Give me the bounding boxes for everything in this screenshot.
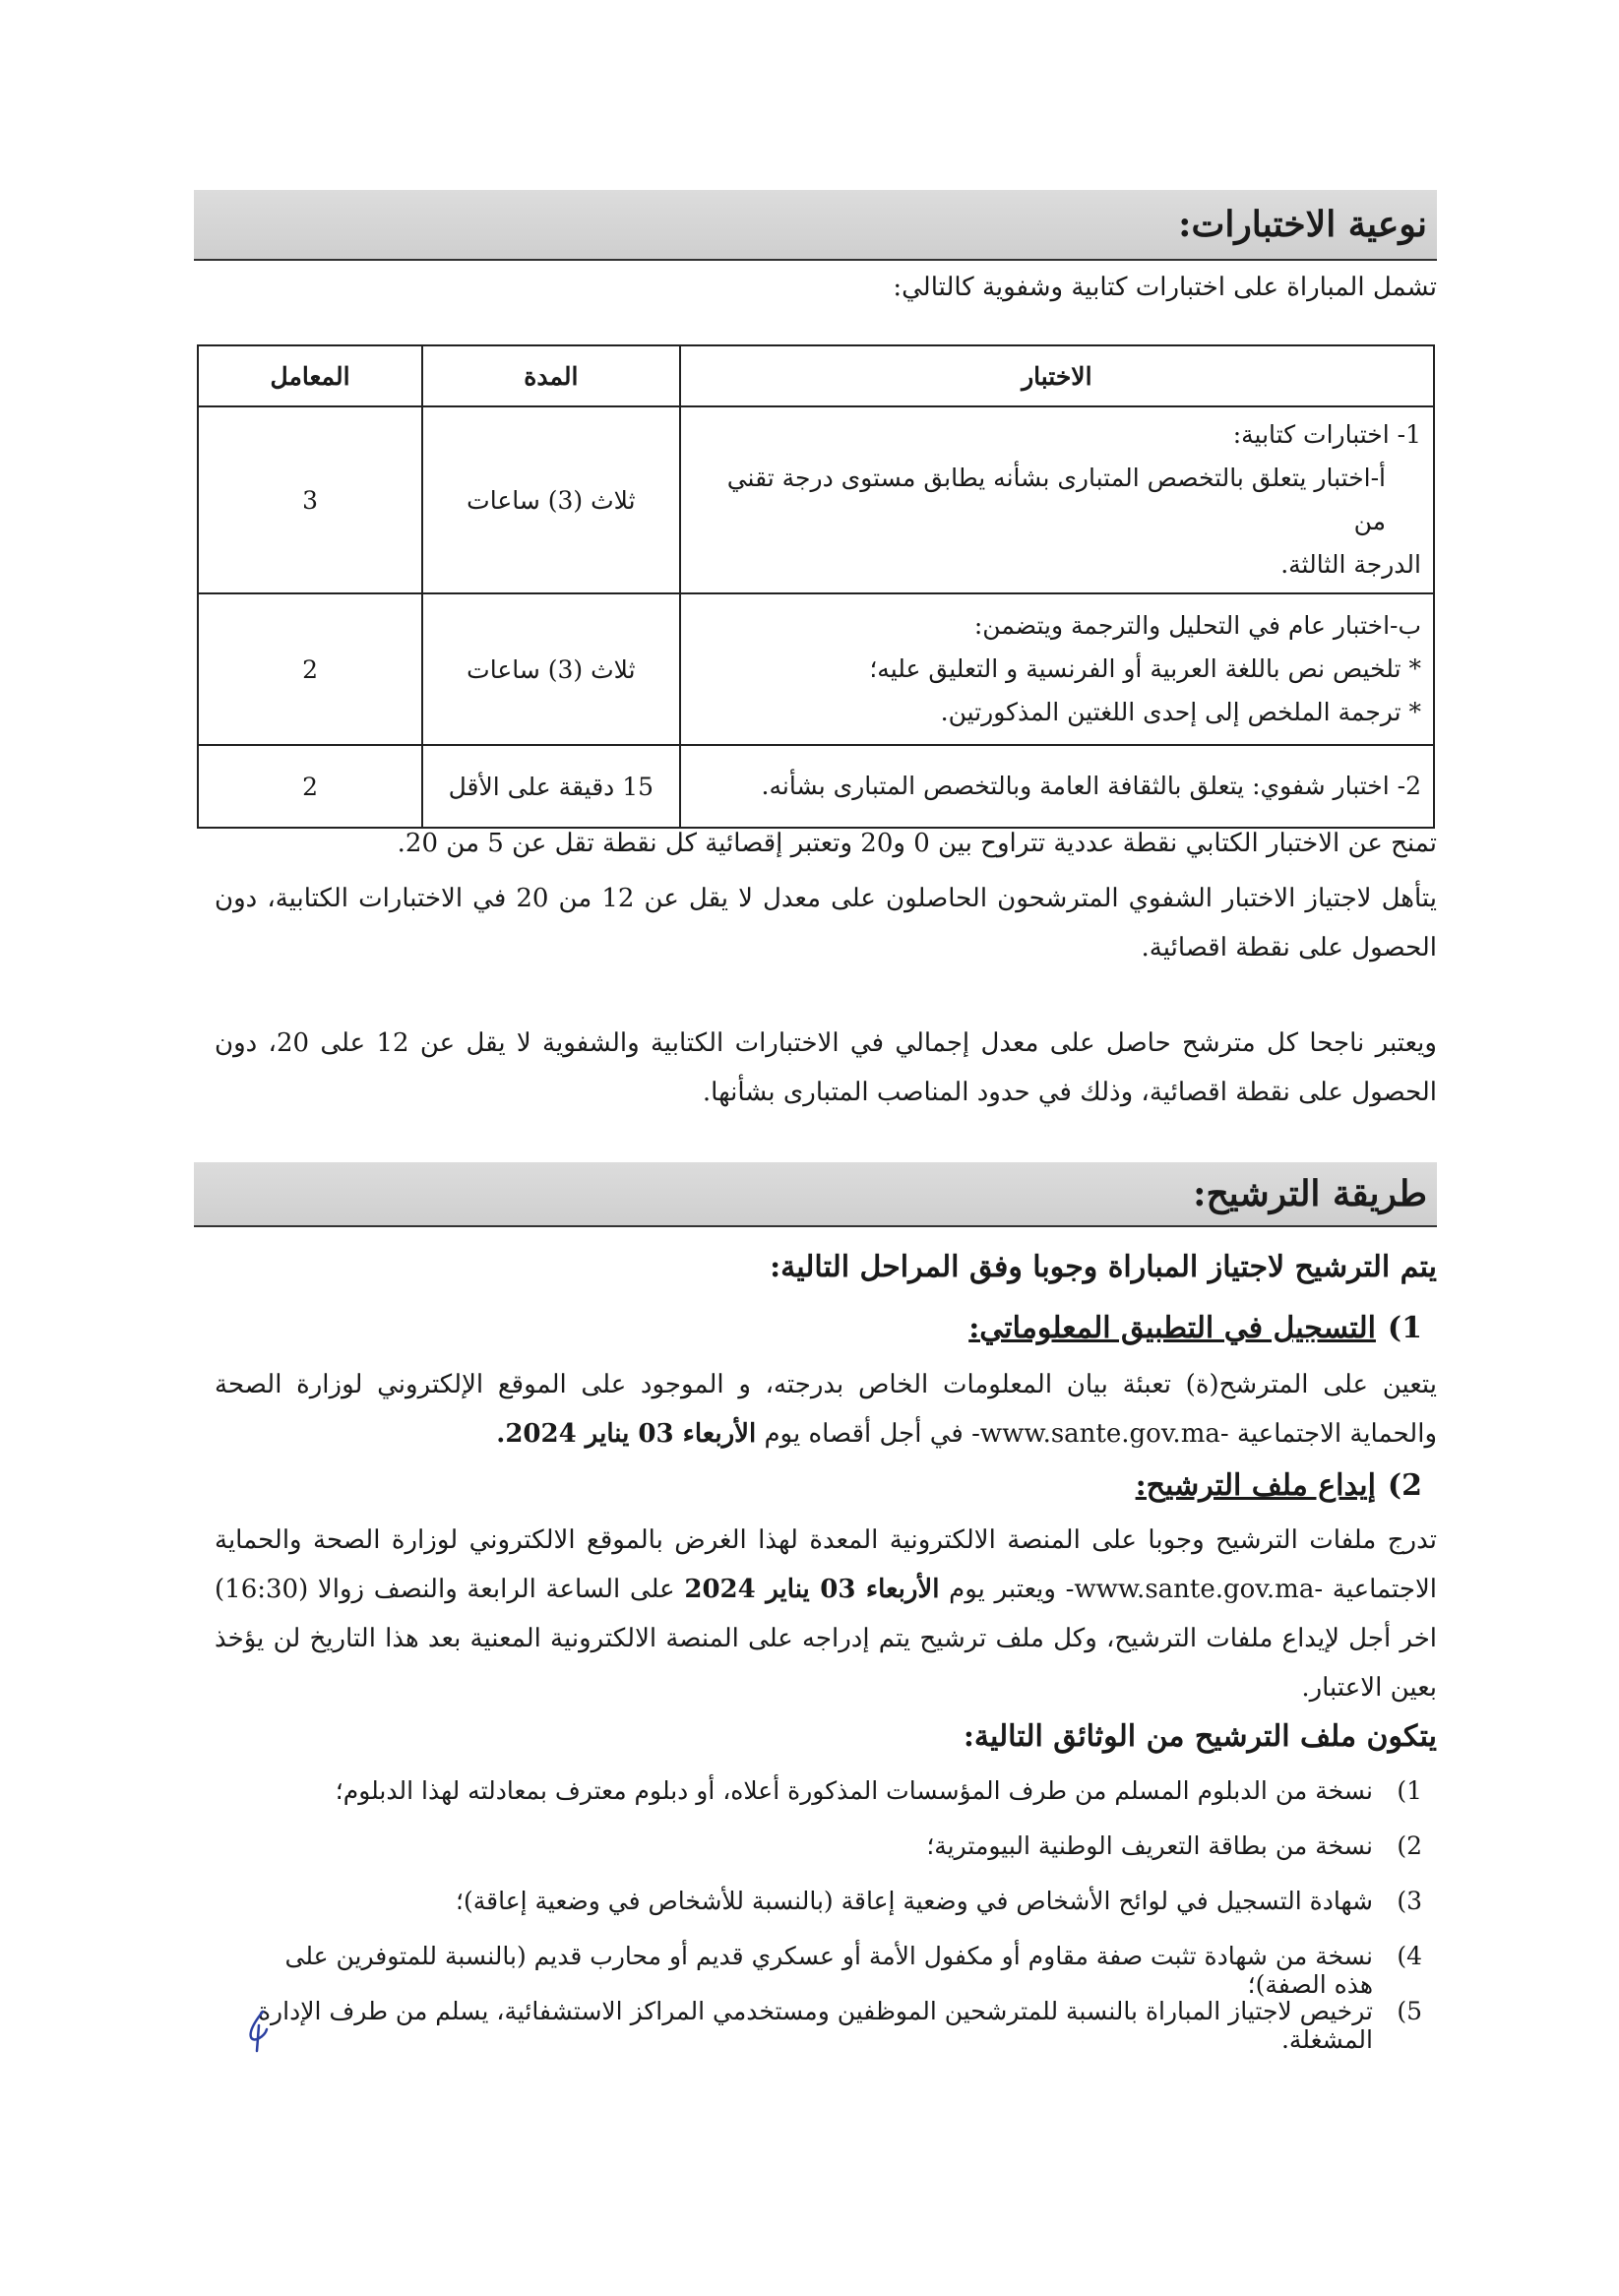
step-1-title: التسجيل في التطبيق المعلوماتي:	[968, 1311, 1376, 1345]
step-1-deadline: الأربعاء 03 يناير 2024.	[496, 1419, 757, 1449]
table-cell-coefficient: 3	[198, 406, 422, 593]
list-item	[241, 1831, 1422, 1887]
table-cell-test	[680, 406, 1434, 593]
section-heading-tests	[194, 190, 1437, 261]
header-coefficient: المعامل	[198, 345, 422, 406]
test-line: الدرجة الثالثة.	[1280, 550, 1421, 579]
step-1-text-main: يتعين على المترشح(ة) تعبئة بيان المعلومات الخاص بدرجته، و الموجود على الموقع الإلكتروني لوزارة الصحة والحماية الاجتماعية -www.sante.gov.ma- في أجل أقصاه يوم	[215, 1370, 1437, 1449]
table-cell-test	[680, 745, 1434, 828]
test-line: 2- اختبار شفوي: يتعلق بالثقافة العامة وبالتخصص المتبارى بشأنه.	[761, 772, 1421, 800]
step-1-heading	[968, 1309, 1422, 1348]
table-cell-duration: 15 دقيقة على الأقل	[422, 745, 680, 828]
list-item-number: 2)	[1397, 1831, 1422, 1860]
table-row	[198, 745, 1434, 828]
documents-heading: يتكون ملف الترشيح من الوثائق التالية:	[963, 1719, 1437, 1754]
step-2-title: إيداع ملف الترشيح:	[1135, 1468, 1376, 1503]
section-heading-candidacy-text: طريقة الترشيح:	[1193, 1173, 1427, 1214]
list-item-text: ترخيص لاجتياز المباراة بالنسبة للمترشحين الموظفين ومستخدمي المراكز الاستشفائية، يسلم من طرف الإدارة المشغلة.	[257, 1997, 1373, 2054]
list-item	[241, 1942, 1422, 1997]
list-item-number: 3)	[1397, 1887, 1422, 1915]
table-cell-duration: ثلاث (3) ساعات	[422, 406, 680, 593]
rule-paragraph-2: يتأهل لاجتياز الاختبار الشفوي المترشحون الحاصلون على معدل لا يقل عن 12 من 20 في الاختبارات الكتابية، دون الحصول على نقطة اقصائية.	[215, 884, 1437, 962]
table-cell-coefficient: 2	[198, 745, 422, 828]
step-2-deadline: الأربعاء 03 يناير 2024	[684, 1575, 940, 1604]
list-item	[241, 1997, 1422, 2052]
section-heading-tests-text: نوعية الاختبارات:	[1178, 204, 1427, 245]
list-item-number: 5)	[1397, 1997, 1422, 2025]
step-2-heading	[1136, 1466, 1422, 1506]
header-duration: المدة	[422, 345, 680, 406]
candidacy-intro: يتم الترشيح لاجتياز المباراة وجوبا وفق المراحل التالية:	[770, 1250, 1437, 1284]
tests-intro: تشمل المباراة على اختبارات كتابية وشفوية كالتالي:	[893, 273, 1437, 302]
list-item-text: شهادة التسجيل في لوائح الأشخاص في وضعية إعاقة (بالنسبة للأشخاص في وضعية إعاقة)؛	[456, 1887, 1373, 1915]
step-2-text-rest: على الساعة الرابعة والنصف زوالا (16:30) اخر أجل لإيداع ملفات الترشيح، وكل ملف ترشيح يتم إدراجه على المنصة الالكترونية المعنية بعد هذا التاريخ لن يؤخذ بعين الاعتبار.	[215, 1575, 1437, 1703]
test-line: أ-اختبار يتعلق بالتخصص المتبارى بشأنه يطابق مستوى درجة تقني من	[726, 464, 1386, 535]
test-line: * ترجمة الملخص إلى إحدى اللغتين المذكورتين.	[940, 698, 1421, 726]
test-line: ب-اختبار عام في التحليل والترجمة ويتضمن:	[973, 611, 1421, 640]
list-item-text: نسخة من بطاقة التعريف الوطنية البيومترية؛	[926, 1831, 1373, 1860]
step-2-number: 2)	[1387, 1468, 1422, 1503]
table-row	[198, 406, 1434, 593]
table-cell-test	[680, 593, 1434, 745]
list-item-text: نسخة من الدبلوم المسلم من طرف المؤسسات المذكورة أعلاه، أو دبلوم معترف بمعادلته لهذا الدبلوم؛	[335, 1776, 1373, 1805]
list-item-text: نسخة من شهادة تثبت صفة مقاوم أو مكفول الأمة أو عسكري قديم أو محارب قديم (بالنسبة للمتوفرين على هذه الصفة)؛	[284, 1942, 1373, 1999]
list-item	[241, 1887, 1422, 1942]
step-2-text-main: تدرج ملفات الترشيح وجوبا على المنصة الالكترونية المعدة لهذا الغرض بالموقع الالكتروني لوزارة الصحة والحماية الاجتماعية -www.sante.gov.ma- ويعتبر يوم	[215, 1525, 1438, 1604]
rule-paragraph-1: تمنح عن الاختبار الكتابي نقطة عددية تتراوح بين 0 و20 وتعتبر إقصائية كل نقطة تقل عن 5 من 20.	[397, 829, 1437, 858]
list-item	[241, 1776, 1422, 1831]
table-cell-duration: ثلاث (3) ساعات	[422, 593, 680, 745]
documents-list	[241, 1776, 1422, 2052]
table-cell-coefficient: 2	[198, 593, 422, 745]
step-1-text	[215, 1360, 1437, 1458]
rule-paragraph-3: ويعتبر ناجحا كل مترشح حاصل على معدل إجمالي في الاختبارات الكتابية والشفوية لا يقل عن 12 على 20، دون الحصول على نقطة اقصائية، وذلك في حدود المناصب المتبارى بشأنها.	[215, 1028, 1437, 1107]
test-line: 1- اختبارات كتابية:	[1232, 420, 1421, 449]
table-row	[198, 593, 1434, 745]
handwritten-initial-mark	[243, 2008, 273, 2053]
header-test: الاختبار	[680, 345, 1434, 406]
list-item-number: 1)	[1397, 1776, 1422, 1805]
tests-table	[197, 344, 1435, 829]
test-line: * تلخيص نص باللغة العربية أو الفرنسية و التعليق عليه؛	[869, 654, 1421, 683]
list-item-number: 4)	[1397, 1942, 1422, 1970]
table-header-row	[198, 345, 1434, 406]
section-heading-candidacy	[194, 1162, 1437, 1227]
step-2-text	[215, 1516, 1437, 1712]
step-1-number: 1)	[1387, 1311, 1422, 1345]
